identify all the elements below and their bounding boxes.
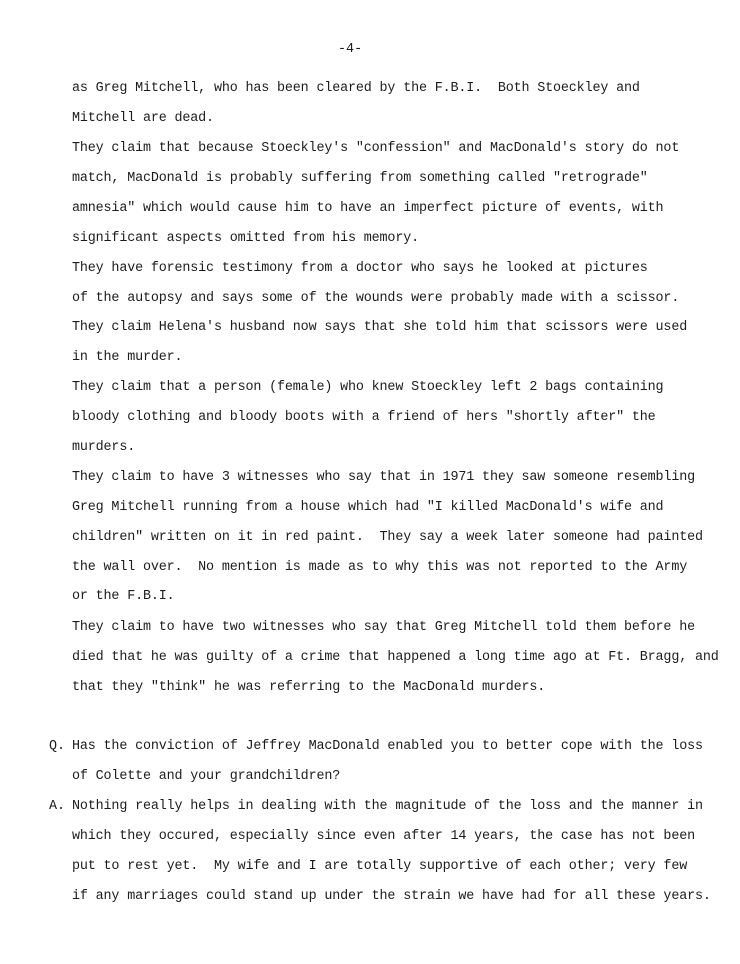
answer-line-4: if any marriages could stand up under the strain we have had for all these years. xyxy=(72,889,711,904)
paragraph-4-line-1: They claim Helena's husband now says that she told him that scissors were used xyxy=(72,320,688,335)
paragraph-1-line-1: as Greg Mitchell, who has been cleared by the F.B.I. Both Stoeckley and xyxy=(72,81,640,96)
paragraph-2-line-1: They claim that because Stoeckley's "confession" and MacDonald's story do not xyxy=(72,141,680,156)
answer-line-3: put to rest yet. My wife and I are totally supportive of each other; very few xyxy=(72,859,688,874)
paragraph-6-line-2: Greg Mitchell running from a house which had "I killed MacDonald's wife and xyxy=(72,500,664,515)
paragraph-7-line-1: They claim to have two witnesses who say that Greg Mitchell told them before he xyxy=(72,620,695,635)
paragraph-7-line-2: died that he was guilty of a crime that happened a long time ago at Ft. Bragg, and xyxy=(72,650,719,665)
paragraph-5-line-1: They claim that a person (female) who knew Stoeckley left 2 bags containing xyxy=(72,380,664,395)
page-number: -4- xyxy=(338,42,363,57)
question-marker: Q. xyxy=(49,739,66,754)
paragraph-6-line-4: the wall over. No mention is made as to why this was not reported to the Army xyxy=(72,560,688,575)
paragraph-5-line-2: bloody clothing and bloody boots with a friend of hers "shortly after" the xyxy=(72,410,656,425)
paragraph-6-line-1: They claim to have 3 witnesses who say that in 1971 they saw someone resembling xyxy=(72,470,695,485)
paragraph-6-line-3: children" written on it in red paint. They say a week later someone had painted xyxy=(72,530,703,545)
answer-marker: A. xyxy=(49,799,66,814)
paragraph-1-line-2: Mitchell are dead. xyxy=(72,111,214,126)
question-line-2: of Colette and your grandchildren? xyxy=(72,769,341,784)
paragraph-3-line-2: of the autopsy and says some of the wounds were probably made with a scissor. xyxy=(72,291,680,306)
paragraph-6-line-5: or the F.B.I. xyxy=(72,589,175,604)
paragraph-5-line-3: murders. xyxy=(72,440,136,455)
paragraph-2-line-3: amnesia" which would cause him to have an imperfect picture of events, with xyxy=(72,201,664,216)
paragraph-3-line-1: They have forensic testimony from a doctor who says he looked at pictures xyxy=(72,261,648,276)
answer-line-1: Nothing really helps in dealing with the magnitude of the loss and the manner in xyxy=(72,799,703,814)
paragraph-7-line-3: that they "think" he was referring to the MacDonald murders. xyxy=(72,680,546,695)
answer-line-2: which they occured, especially since even after 14 years, the case has not been xyxy=(72,829,695,844)
paragraph-4-line-2: in the murder. xyxy=(72,350,183,365)
paragraph-2-line-4: significant aspects omitted from his memory. xyxy=(72,231,419,246)
paragraph-2-line-2: match, MacDonald is probably suffering from something called "retrograde" xyxy=(72,171,648,186)
question-line-1: Has the conviction of Jeffrey MacDonald enabled you to better cope with the loss xyxy=(72,739,703,754)
